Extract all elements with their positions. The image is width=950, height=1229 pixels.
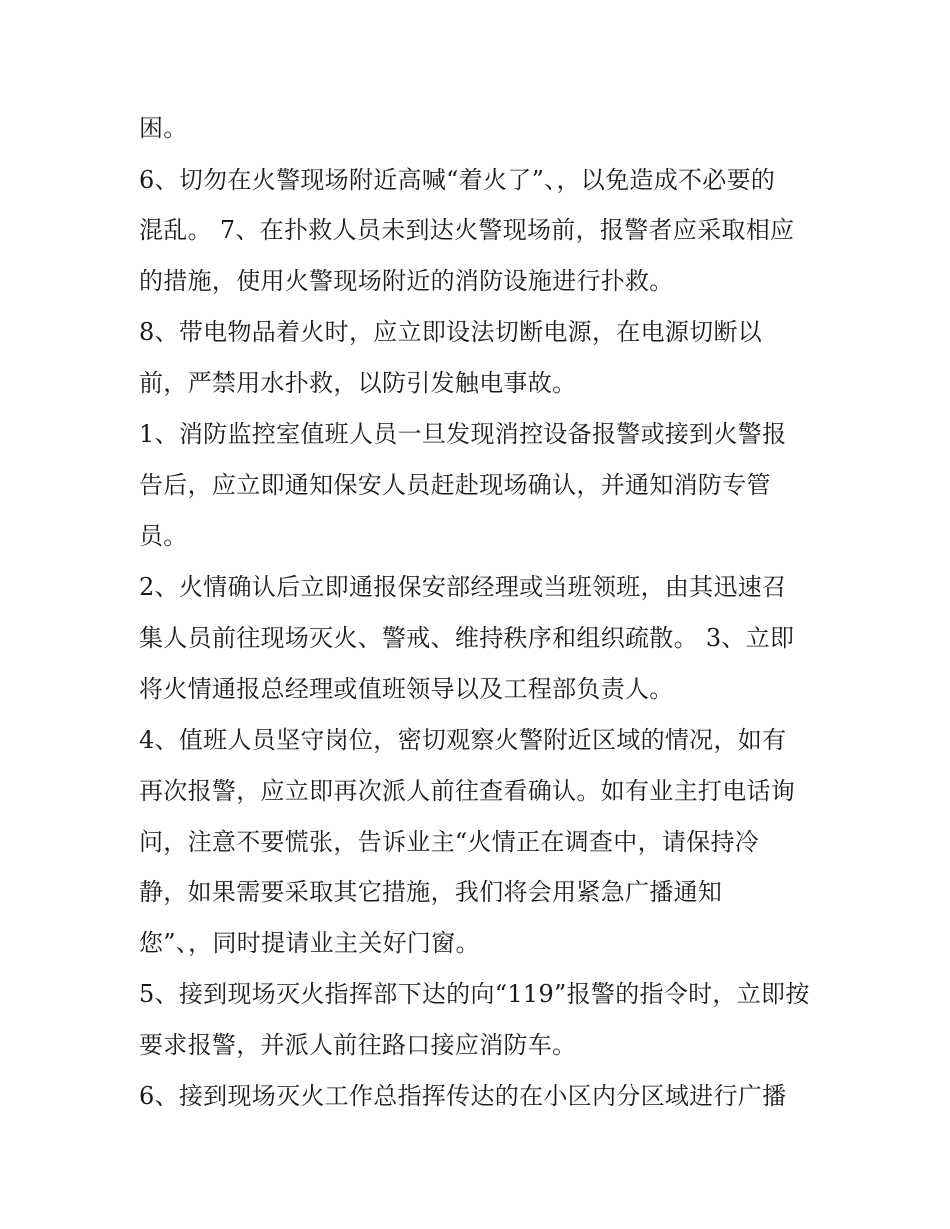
text-line: 前，严禁用水扑救，以防引发触电事故。 xyxy=(139,369,577,397)
text-line: 混乱。 7、在扑救人员未到达火警现场前，报警者应采取相应 xyxy=(139,216,795,244)
text-line: 6、切勿在火警现场附近高喊“着火了”、，以免造成不必要的 xyxy=(139,166,776,194)
text-line: 困。 xyxy=(139,114,188,142)
text-line: 再次报警，应立即再次派人前往查看确认。如有业主打电话询 xyxy=(139,777,796,805)
text-line: 5、接到现场灭火指挥部下达的向“119”报警的指令时，立即按 xyxy=(139,980,810,1008)
text-line: 2、火情确认后立即通报保安部经理或当班领班，由其迅速召 xyxy=(139,573,787,601)
text-line: 问，注意不要慌张，告诉业主“火情正在调查中，请保持冷 xyxy=(139,828,760,856)
text-line: 1、消防监控室值班人员一旦发现消控设备报警或接到火警报 xyxy=(139,420,787,448)
text-line: 6、接到现场灭火工作总指挥传达的在小区内分区域进行广播 xyxy=(139,1082,787,1110)
text-line: 告后，应立即通知保安人员赶赴现场确认，并通知消防专管 xyxy=(139,471,771,499)
text-line: 静，如果需要采取其它措施，我们将会用紧急广播通知 xyxy=(139,878,723,906)
text-line: 您”、，同时提请业主关好门窗。 xyxy=(139,929,480,957)
text-line: 4、值班人员坚守岗位，密切观察火警附近区域的情况，如有 xyxy=(139,726,787,754)
text-line: 8、带电物品着火时，应立即设法切断电源，在电源切断以 xyxy=(139,318,763,346)
text-line: 集人员前往现场灭火、警戒、维持秩序和组织疏散。 3、立即 xyxy=(139,624,795,652)
text-line: 将火情通报总经理或值班领导以及工程部负责人。 xyxy=(139,675,674,703)
text-line: 员。 xyxy=(139,522,188,550)
text-line: 要求报警，并派人前往路口接应消防车。 xyxy=(139,1031,577,1059)
text-line: 的措施，使用火警现场附近的消防设施进行扑救。 xyxy=(139,267,674,295)
